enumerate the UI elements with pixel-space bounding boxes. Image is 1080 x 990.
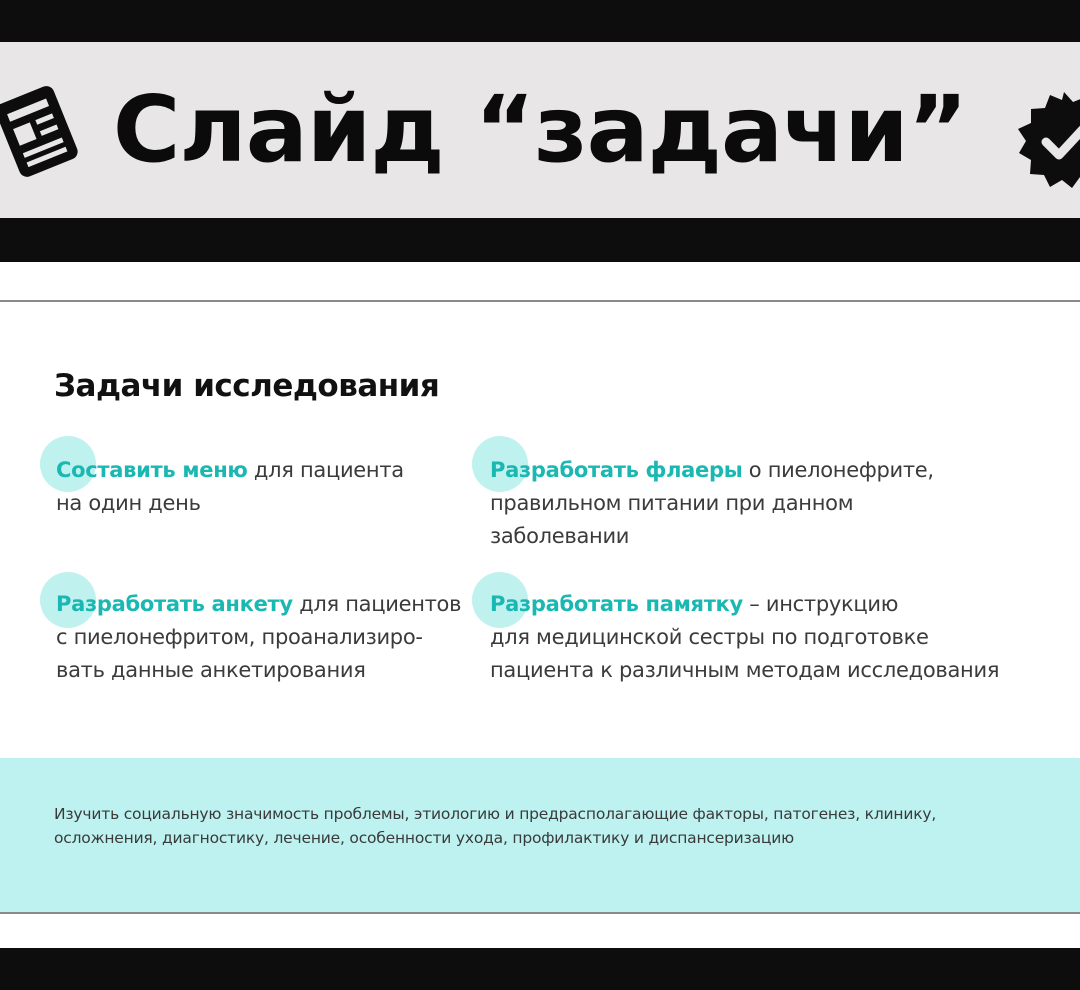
task-text: Разработать флаеры о пиелонефрите, правильном питании при данном заболевании [490, 458, 934, 548]
task-highlight: Составить меню [56, 458, 248, 482]
top-black-bar [0, 0, 1080, 42]
goal-band [0, 758, 1080, 912]
page-title: Слайд “задачи” [112, 76, 968, 183]
bottom-black-bar [0, 948, 1080, 990]
task-text: Разработать анкету для пациентов с пиелонефритом, проанализиро- вать данные анкетирования [56, 592, 462, 682]
task-highlight: Разработать памятку [490, 592, 743, 616]
goal-text: Изучить социальную значимость проблемы, этиологию и предрасполагающие факторы, патогенез, клинику, осложнения, диагностику, лечение, особенности ухода, профилактику и диспансеризацию [54, 805, 937, 847]
task-item [40, 572, 462, 682]
task-item [472, 436, 1032, 548]
task-item [472, 572, 1052, 682]
slide [0, 300, 1080, 914]
slide-heading: Задачи исследования [54, 368, 440, 404]
task-item [40, 436, 460, 515]
task-text: Разработать памятку – инструкцию для медицинской сестры по подготовке пациента к различным методам исследования [490, 592, 1000, 682]
task-text: Составить меню для пациента на один день [56, 458, 404, 515]
check-badge-icon [1014, 90, 1080, 190]
middle-black-bar [0, 218, 1080, 262]
task-highlight: Разработать флаеры [490, 458, 743, 482]
title-band [0, 42, 1080, 218]
task-highlight: Разработать анкету [56, 592, 293, 616]
